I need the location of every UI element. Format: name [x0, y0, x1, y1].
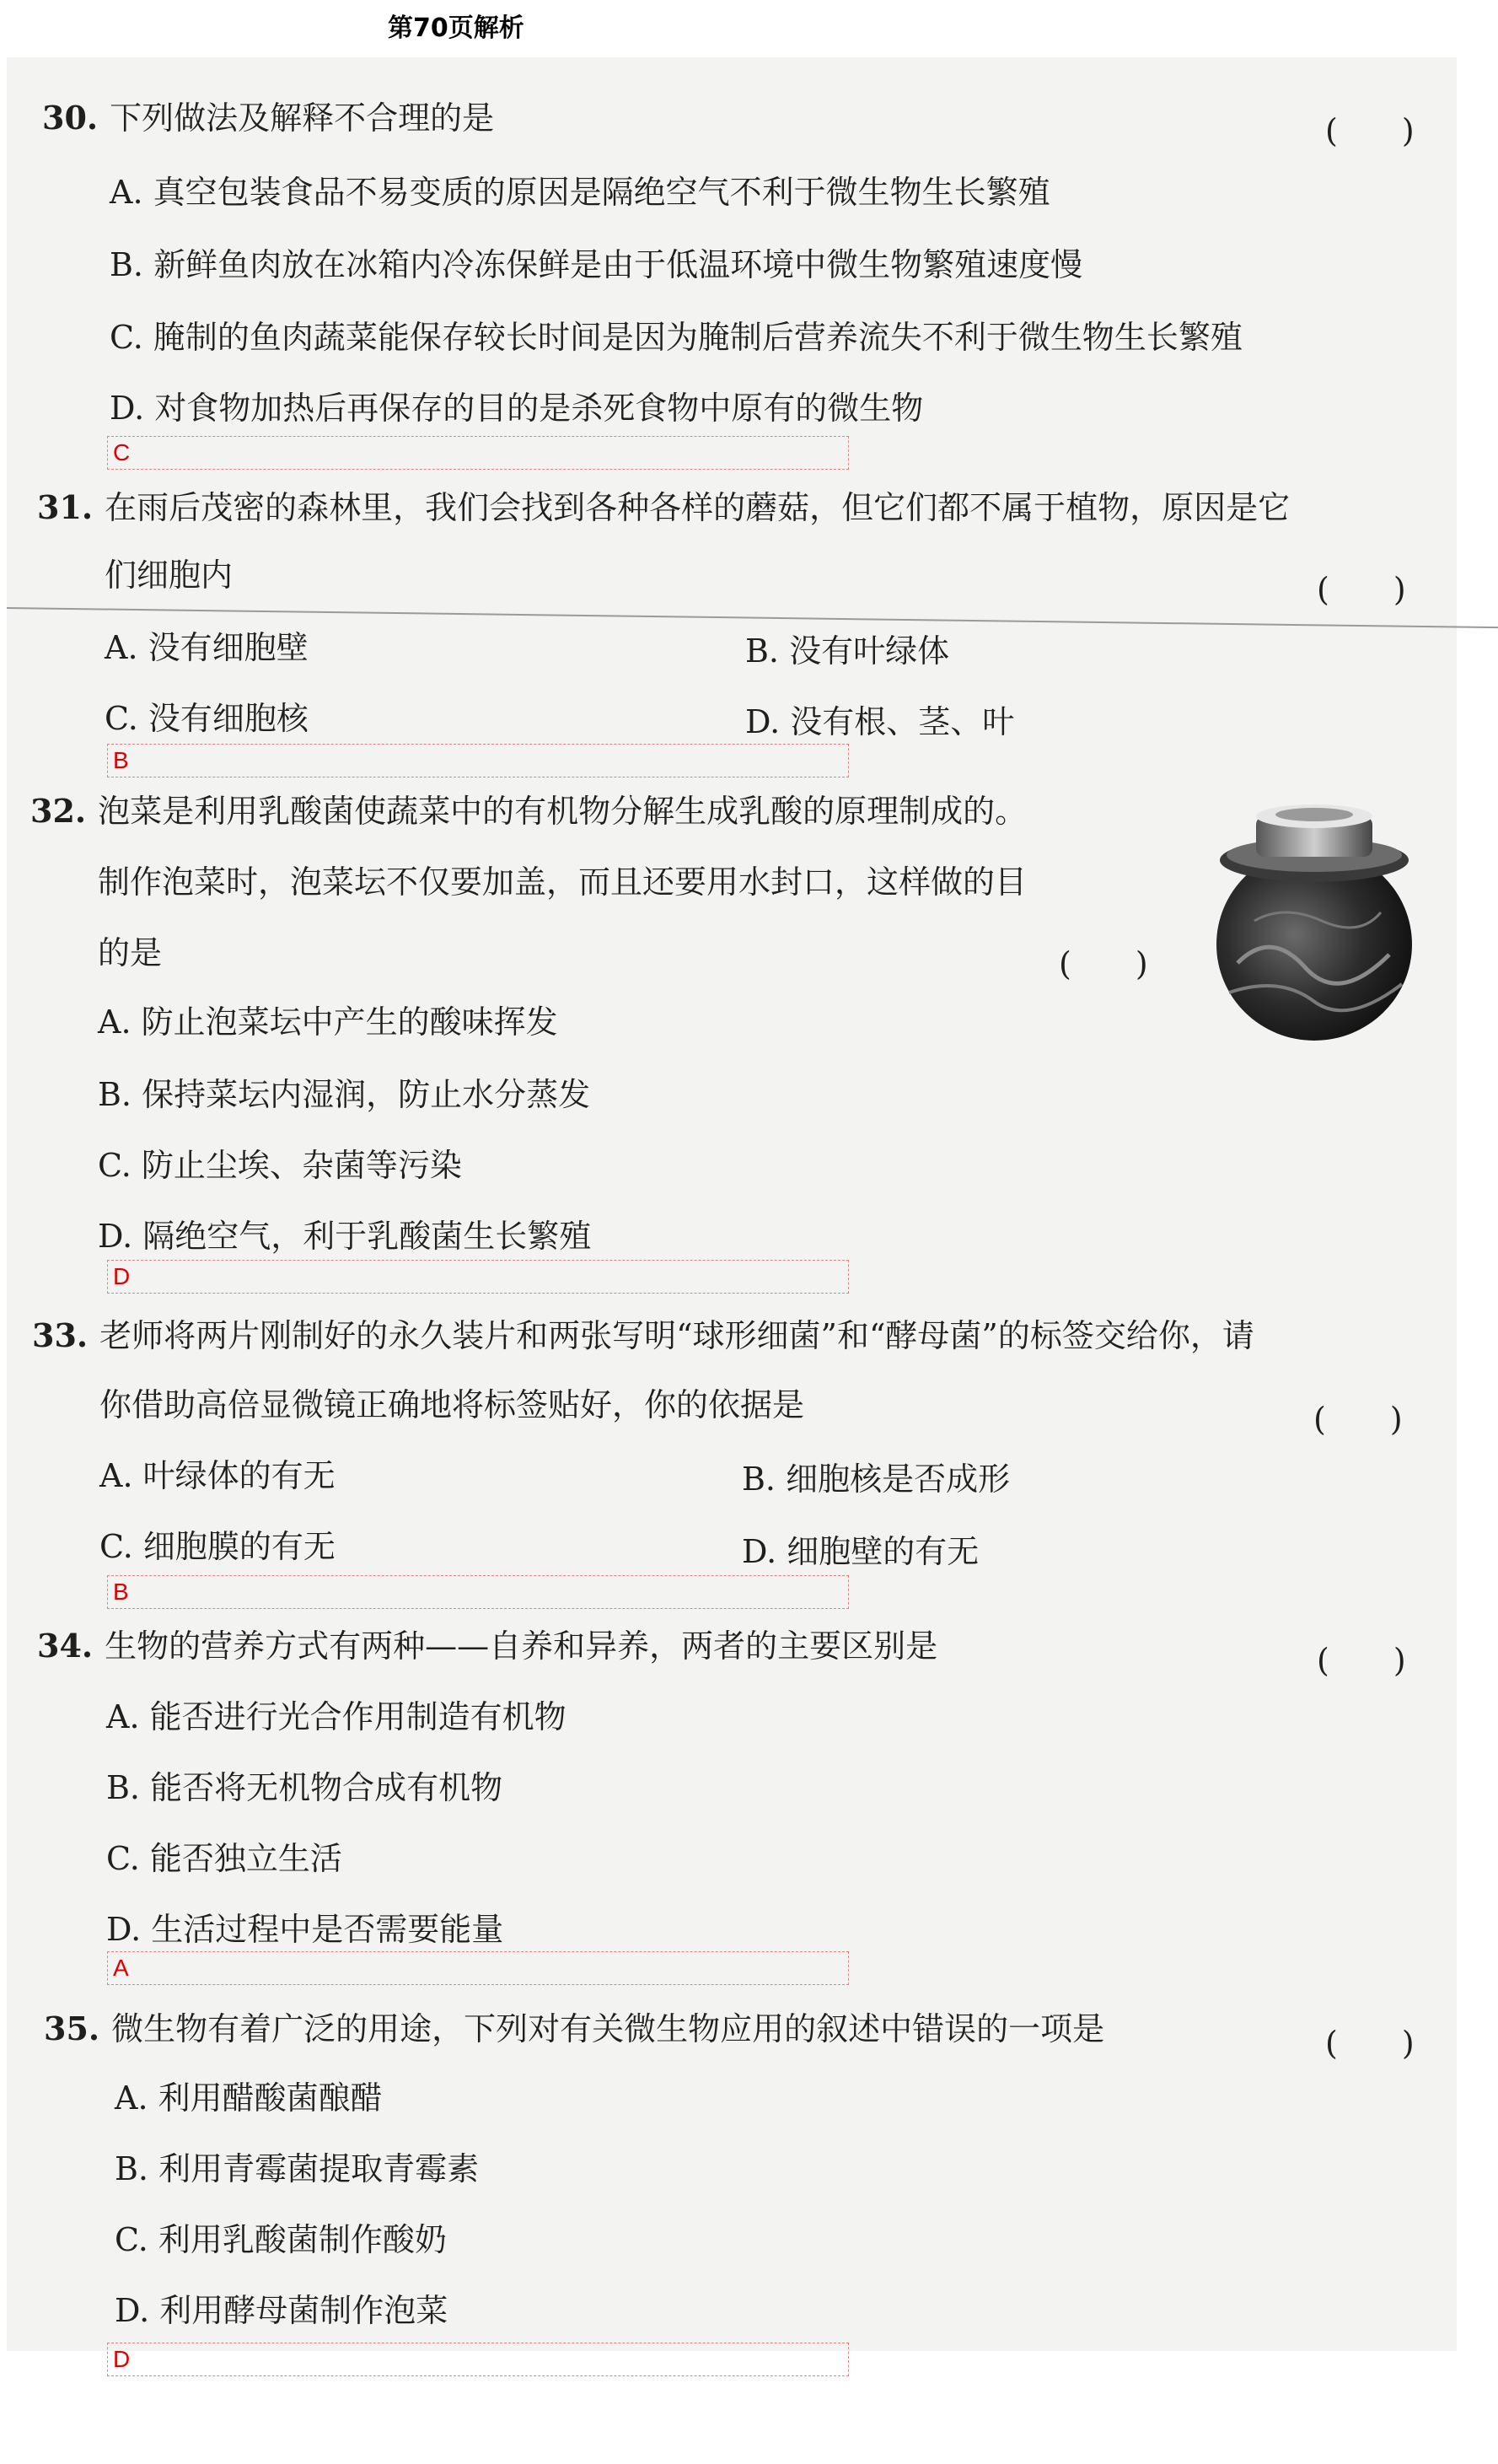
- option-a: A. 防止泡菜坛中产生的酸味挥发: [98, 1003, 558, 1041]
- answer-box: C: [107, 436, 849, 470]
- page-title: 第70页解析: [388, 13, 524, 43]
- question-number: 35.: [44, 2009, 100, 2047]
- question-number: 30.: [42, 99, 99, 137]
- option-a: A. 利用醋酸菌酿醋: [115, 2079, 383, 2117]
- question-32-stem-cont: 的是: [98, 934, 163, 971]
- option-c: C. 细胞膜的有无: [99, 1528, 336, 1565]
- option-d: D. 细胞壁的有无: [742, 1533, 980, 1570]
- option-c: C. 腌制的鱼肉蔬菜能保存较长时间是因为腌制后营养流失不利于微生物生长繁殖: [110, 319, 1243, 356]
- option-c: C. 利用乳酸菌制作酸奶: [115, 2221, 447, 2258]
- answer-blank: ( ): [1317, 571, 1406, 608]
- question-34-stem: 34. 生物的营养方式有两种——自养和异养，两者的主要区别是: [37, 1627, 938, 1665]
- option-b: B. 保持菜坛内湿润，防止水分蒸发: [98, 1076, 591, 1113]
- answer-blank: ( ): [1325, 112, 1415, 149]
- question-number: 31.: [37, 488, 94, 526]
- question-31-stem: 31. 在雨后茂密的森林里，我们会找到各种各样的蘑菇，但它们都不属于植物，原因是它: [37, 488, 1291, 526]
- question-number: 34.: [37, 1627, 94, 1665]
- question-number: 32.: [30, 792, 87, 830]
- option-c: C. 防止尘埃、杂菌等污染: [98, 1147, 462, 1184]
- option-b: B. 利用青霉菌提取青霉素: [115, 2150, 480, 2187]
- question-number: 33.: [32, 1316, 89, 1354]
- question-32-stem: 32. 泡菜是利用乳酸菌使蔬菜中的有机物分解生成乳酸的原理制成的。: [30, 792, 1028, 830]
- question-33-stem: 33. 老师将两片刚制好的永久装片和两张写明“球形细菌”和“酵母菌”的标签交给你，请: [32, 1316, 1254, 1354]
- option-b: B. 细胞核是否成形: [742, 1461, 1011, 1498]
- option-a: A. 能否进行光合作用制造有机物: [106, 1698, 566, 1735]
- question-31-stem-cont: 们细胞内: [105, 557, 234, 594]
- answer-box: D: [107, 2343, 849, 2376]
- option-d: D. 对食物加热后再保存的目的是杀死食物中原有的微生物: [110, 390, 924, 427]
- pickle-jar-image: [1204, 794, 1425, 1047]
- question-30-stem: 30. 下列做法及解释不合理的是: [42, 99, 495, 137]
- question-35-stem: 35. 微生物有着广泛的用途，下列对有关微生物应用的叙述中错误的一项是: [44, 2009, 1105, 2047]
- option-c: C. 没有细胞核: [105, 700, 309, 737]
- option-d: D. 隔绝空气，利于乳酸菌生长繁殖: [98, 1218, 592, 1255]
- option-d: D. 利用酵母菌制作泡菜: [115, 2292, 448, 2329]
- answer-box: A: [107, 1951, 849, 1985]
- answer-blank: ( ): [1059, 945, 1148, 982]
- answer-blank: ( ): [1313, 1401, 1403, 1438]
- option-a: A. 没有细胞壁: [105, 629, 309, 666]
- option-b: B. 新鲜鱼肉放在冰箱内冷冻保鲜是由于低温环境中微生物繁殖速度慢: [110, 246, 1083, 283]
- option-a: A. 叶绿体的有无: [99, 1457, 336, 1494]
- option-d: D. 没有根、茎、叶: [745, 703, 1015, 740]
- option-d: D. 生活过程中是否需要能量: [106, 1911, 504, 1948]
- answer-box: B: [107, 1575, 849, 1609]
- answer-box: D: [107, 1260, 849, 1294]
- answer-blank: ( ): [1325, 2025, 1415, 2062]
- option-b: B. 没有叶绿体: [745, 632, 950, 670]
- answer-blank: ( ): [1317, 1642, 1406, 1679]
- question-33-stem-cont: 你借助高倍显微镜正确地将标签贴好，你的依据是: [99, 1386, 805, 1423]
- option-a: A. 真空包装食品不易变质的原因是隔绝空气不利于微生物生长繁殖: [110, 174, 1050, 211]
- answer-box: B: [107, 744, 849, 777]
- option-b: B. 能否将无机物合成有机物: [106, 1769, 503, 1806]
- question-32-stem-cont: 制作泡菜时，泡菜坛不仅要加盖，而且还要用水封口，这样做的目: [98, 863, 1028, 901]
- option-c: C. 能否独立生活: [106, 1840, 342, 1877]
